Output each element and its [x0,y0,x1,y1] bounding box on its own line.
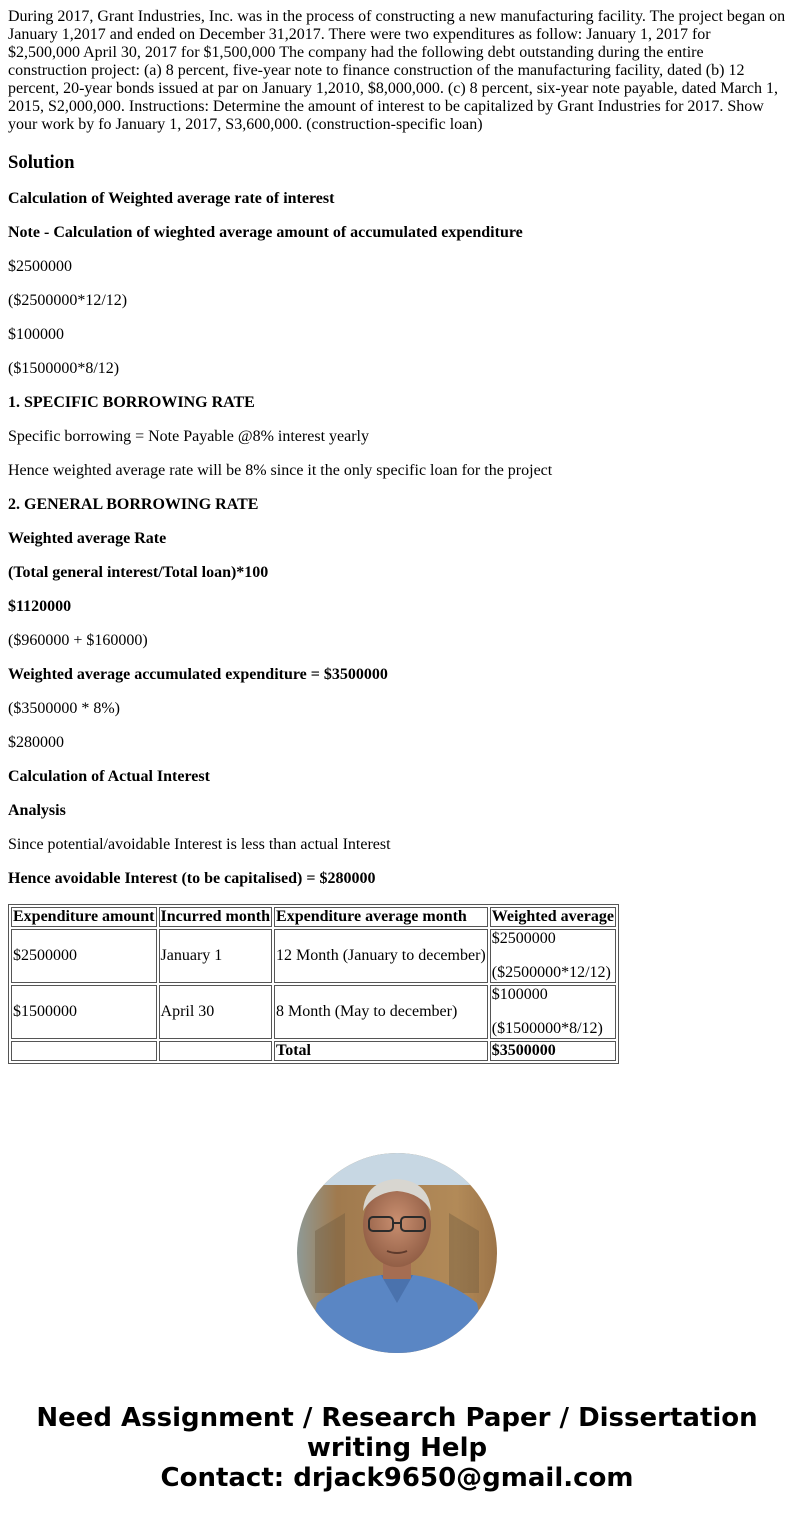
solution-line: Calculation of Weighted average rate of interest [8,190,335,207]
solution-line: Note - Calculation of wieghted average amount of accumulated expenditure [8,224,523,241]
footer-contact: Contact: drjack9650@gmail.com [160,1463,634,1493]
solution-line: $100000 [8,326,64,343]
solution-line: $2500000 [8,258,72,275]
table-row [11,929,616,983]
solution-line: 2. GENERAL BORROWING RATE [8,496,259,513]
table-cell: $2500000 [11,929,157,983]
table-cell: January 1 [159,929,273,983]
total-label: Total [274,1041,488,1061]
solution-line: $280000 [8,734,64,751]
promo-footer [0,1403,794,1493]
weighted-formula: ($1500000*8/12) [491,1020,603,1037]
table-cell [159,1041,273,1061]
table-cell: April 30 [159,985,273,1039]
solution-line: Hence avoidable Interest (to be capitalised) = $280000 [8,870,376,887]
solution-line: ($1500000*8/12) [8,360,120,377]
solution-heading: Solution [8,152,75,173]
weighted-value: $2500000 [491,930,556,947]
table-cell [490,929,616,983]
solution-line: (Total general interest/Total loan)*100 [8,564,269,581]
table-cell: 12 Month (January to december) [274,929,488,983]
solution-line: Hence weighted average rate will be 8% since it the only specific loan for the project [8,462,553,479]
table-total-row [11,1041,616,1061]
column-header: Weighted average [491,908,614,925]
table-cell [490,985,616,1039]
table-row [11,985,616,1039]
solution-line: Specific borrowing = Note Payable @8% interest yearly [8,428,369,445]
solution-line: ($960000 + $160000) [8,632,148,649]
solution-line: 1. SPECIFIC BORROWING RATE [8,394,255,411]
solution-line: ($3500000 * 8%) [8,700,120,717]
column-header: Expenditure average month [274,907,488,927]
weighted-value: $100000 [491,986,548,1003]
solution-line: $1120000 [8,598,72,615]
solution-line: Weighted average Rate [8,530,167,547]
solution-line: Weighted average accumulated expenditure = $3500000 [8,666,388,683]
solution-line: Since potential/avoidable Interest is less than actual Interest [8,836,391,853]
table-header-row [11,907,616,927]
column-header: Expenditure amount [13,908,155,925]
solution-line: ($2500000*12/12) [8,292,128,309]
question-text: During 2017, Grant Industries, Inc. was in the process of constructing a new manufacturing facility. The project began on January 1,2017 and ended on December 31,2017. There were two expenditures as follow: January 1, 2017 for $2,500,000 April 30, 2017 for $1,500,000 The company had the following debt outstanding during the entire construction project: (a) 8 percent, five-year note to finance construction of the manufacturing facility, dated (b) 12 percent, 20-year bonds issued at par on January 1,2010, $8,000,000. (c) 8 percent, six-year note payable, dated March 1, 2015, S2,000,000. Instructions: Determine the amount of interest to be capitalized by Grant Industries for 2017. Show your work by fo January 1, 2017, S3,600,000. (construction-specific loan) [8,8,786,133]
table-cell: 8 Month (May to december) [274,985,488,1039]
author-photo [297,1153,497,1353]
solution-line: Analysis [8,802,66,819]
author-avatar [297,1153,497,1353]
solution-line: Calculation of Actual Interest [8,768,210,785]
total-value: $3500000 [490,1041,616,1061]
footer-line: Need Assignment / Research Paper / Dissertation [36,1403,758,1433]
expenditure-table [8,904,619,1064]
footer-line: writing Help [306,1433,488,1463]
weighted-formula: ($2500000*12/12) [491,964,611,981]
table-cell: $1500000 [11,985,157,1039]
table-cell [11,1041,157,1061]
column-header: Incurred month [160,908,271,925]
